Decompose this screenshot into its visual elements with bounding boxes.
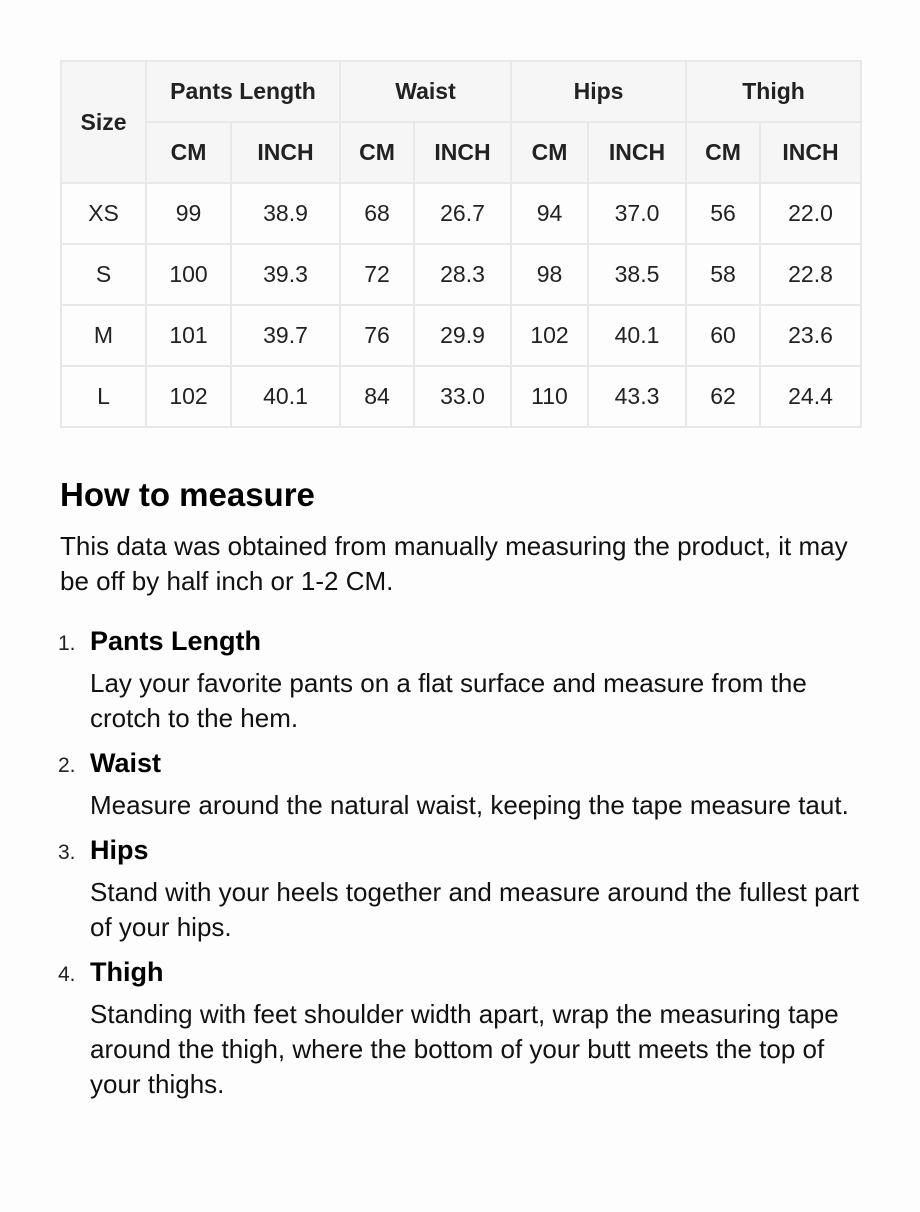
step-number: 2. [58, 754, 76, 777]
unit-header: CM [146, 122, 231, 183]
list-item [60, 951, 870, 1102]
size-cell: XS [61, 183, 146, 244]
list-item [60, 620, 870, 736]
step-title: Pants Length [90, 626, 262, 656]
hips-header: Hips [511, 61, 686, 122]
thigh-header: Thigh [686, 61, 861, 122]
size-cell: M [61, 305, 146, 366]
value-cell: 43.3 [588, 366, 686, 427]
step-text: Lay your favorite pants on a flat surface and measure from the crotch to the hem. [90, 668, 807, 733]
value-cell: 99 [146, 183, 231, 244]
unit-header: INCH [231, 122, 340, 183]
unit-header: CM [340, 122, 414, 183]
measure-intro: This data was obtained from manually measuring the product, it may be off by half inch or 1-2 CM. [60, 531, 848, 596]
table-header-row [61, 61, 861, 122]
value-cell: 37.0 [588, 183, 686, 244]
value-cell: 23.6 [760, 305, 861, 366]
list-item [60, 742, 870, 823]
unit-header: INCH [414, 122, 511, 183]
value-cell: 39.7 [231, 305, 340, 366]
step-number: 3. [58, 841, 76, 864]
value-cell: 102 [146, 366, 231, 427]
unit-header: CM [511, 122, 588, 183]
value-cell: 72 [340, 244, 414, 305]
value-cell: 40.1 [231, 366, 340, 427]
how-to-measure-heading: How to measure [60, 476, 315, 513]
value-cell: 56 [686, 183, 760, 244]
step-text: Stand with your heels together and measure around the fullest part of your hips. [90, 877, 859, 942]
step-title: Hips [90, 835, 149, 865]
step-text: Measure around the natural waist, keeping the tape measure taut. [90, 790, 849, 820]
unit-header: CM [686, 122, 760, 183]
value-cell: 22.8 [760, 244, 861, 305]
value-cell: 62 [686, 366, 760, 427]
table-row [61, 183, 861, 244]
value-cell: 60 [686, 305, 760, 366]
table-row [61, 305, 861, 366]
value-cell: 68 [340, 183, 414, 244]
value-cell: 24.4 [760, 366, 861, 427]
value-cell: 102 [511, 305, 588, 366]
unit-header: INCH [588, 122, 686, 183]
step-title: Waist [90, 748, 162, 778]
value-cell: 39.3 [231, 244, 340, 305]
size-column-header: Size [61, 61, 146, 183]
waist-header: Waist [340, 61, 511, 122]
size-table [60, 60, 862, 428]
step-number: 4. [58, 963, 76, 986]
pants-length-header: Pants Length [146, 61, 340, 122]
value-cell: 40.1 [588, 305, 686, 366]
value-cell: 29.9 [414, 305, 511, 366]
value-cell: 110 [511, 366, 588, 427]
step-text: Standing with feet shoulder width apart, wrap the measuring tape around the thigh, where the bottom of your butt meets the top of your thighs. [90, 999, 839, 1099]
table-row [61, 244, 861, 305]
measure-steps [60, 620, 870, 1108]
value-cell: 33.0 [414, 366, 511, 427]
size-chart [60, 60, 860, 428]
value-cell: 22.0 [760, 183, 861, 244]
value-cell: 58 [686, 244, 760, 305]
size-cell: S [61, 244, 146, 305]
value-cell: 100 [146, 244, 231, 305]
value-cell: 101 [146, 305, 231, 366]
value-cell: 76 [340, 305, 414, 366]
list-item [60, 829, 870, 945]
value-cell: 28.3 [414, 244, 511, 305]
step-number: 1. [58, 632, 76, 655]
value-cell: 94 [511, 183, 588, 244]
size-cell: L [61, 366, 146, 427]
value-cell: 38.9 [231, 183, 340, 244]
value-cell: 38.5 [588, 244, 686, 305]
step-title: Thigh [90, 957, 164, 987]
table-unit-row [61, 122, 861, 183]
table-row [61, 366, 861, 427]
unit-header: INCH [760, 122, 861, 183]
value-cell: 98 [511, 244, 588, 305]
value-cell: 26.7 [414, 183, 511, 244]
value-cell: 84 [340, 366, 414, 427]
